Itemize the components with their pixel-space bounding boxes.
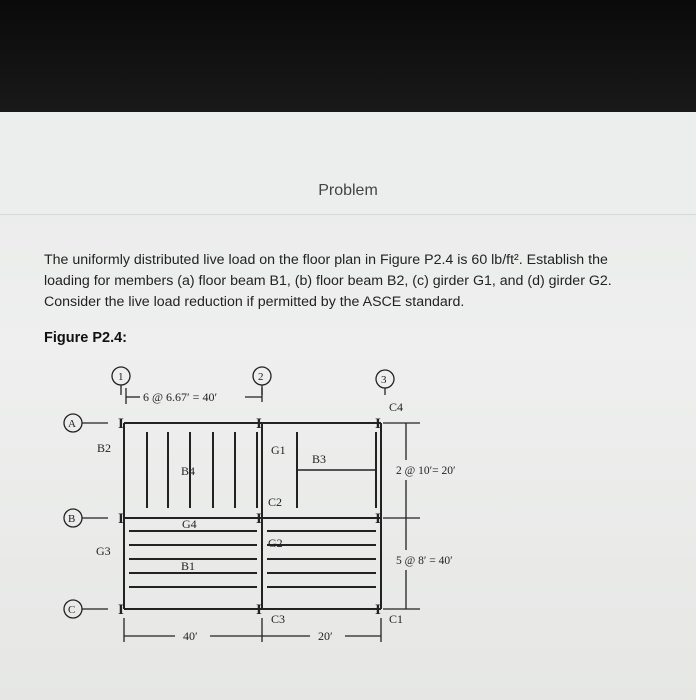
problem-line: Consider the live load reduction if permitted by the ASCE standard. [44,294,465,310]
grid-label-2: 2 [258,371,264,383]
member-c4: C4 [389,400,404,414]
figure-label: Figure P2.4: [44,330,127,346]
grid-label-3: 3 [381,374,387,386]
top-dark-band [0,0,696,118]
problem-line: loading for members (a) floor beam B1, (b) floor beam B2, (c) girder G1, and (d) girder G2. [44,273,612,289]
svg-text:I: I [375,416,381,432]
svg-text:I: I [375,511,381,527]
svg-text:I: I [256,602,262,618]
member-c2: C2 [268,495,283,509]
grid-label-1: 1 [118,371,124,383]
page-title: Problem [318,182,378,199]
member-b2: B2 [97,441,112,455]
member-g1: G1 [271,443,286,457]
member-g3: G3 [96,544,111,558]
member-g2: G2 [268,536,283,550]
problem-sheet [0,112,696,700]
svg-text:I: I [118,602,124,618]
top-dimension: 6 @ 6.67′ = 40′ [143,390,218,404]
right-dimension-upper: 2 @ 10′= 20′ [396,465,456,477]
grid-label-b: B [68,513,76,525]
problem-line: The uniformly distributed live load on the floor plan in Figure P2.4 is 60 lb/ft². Establish the [44,252,608,268]
svg-text:I: I [118,416,124,432]
floor-plan-figure [0,112,696,700]
grid-label-c: C [68,604,76,616]
svg-text:I: I [256,416,262,432]
member-c3: C3 [271,612,286,626]
member-c1: C1 [389,612,404,626]
member-b1: B1 [181,559,196,573]
bottom-dimension-left: 40′ [183,629,198,643]
member-b4: B4 [181,464,196,478]
svg-text:I: I [256,511,262,527]
right-dimension-lower: 5 @ 8′ = 40′ [396,555,453,567]
svg-text:I: I [375,602,381,618]
bottom-dimension-right: 20′ [318,629,333,643]
grid-label-a: A [68,418,76,430]
member-b3: B3 [312,452,327,466]
member-g4: G4 [182,517,197,531]
svg-text:I: I [118,511,124,527]
